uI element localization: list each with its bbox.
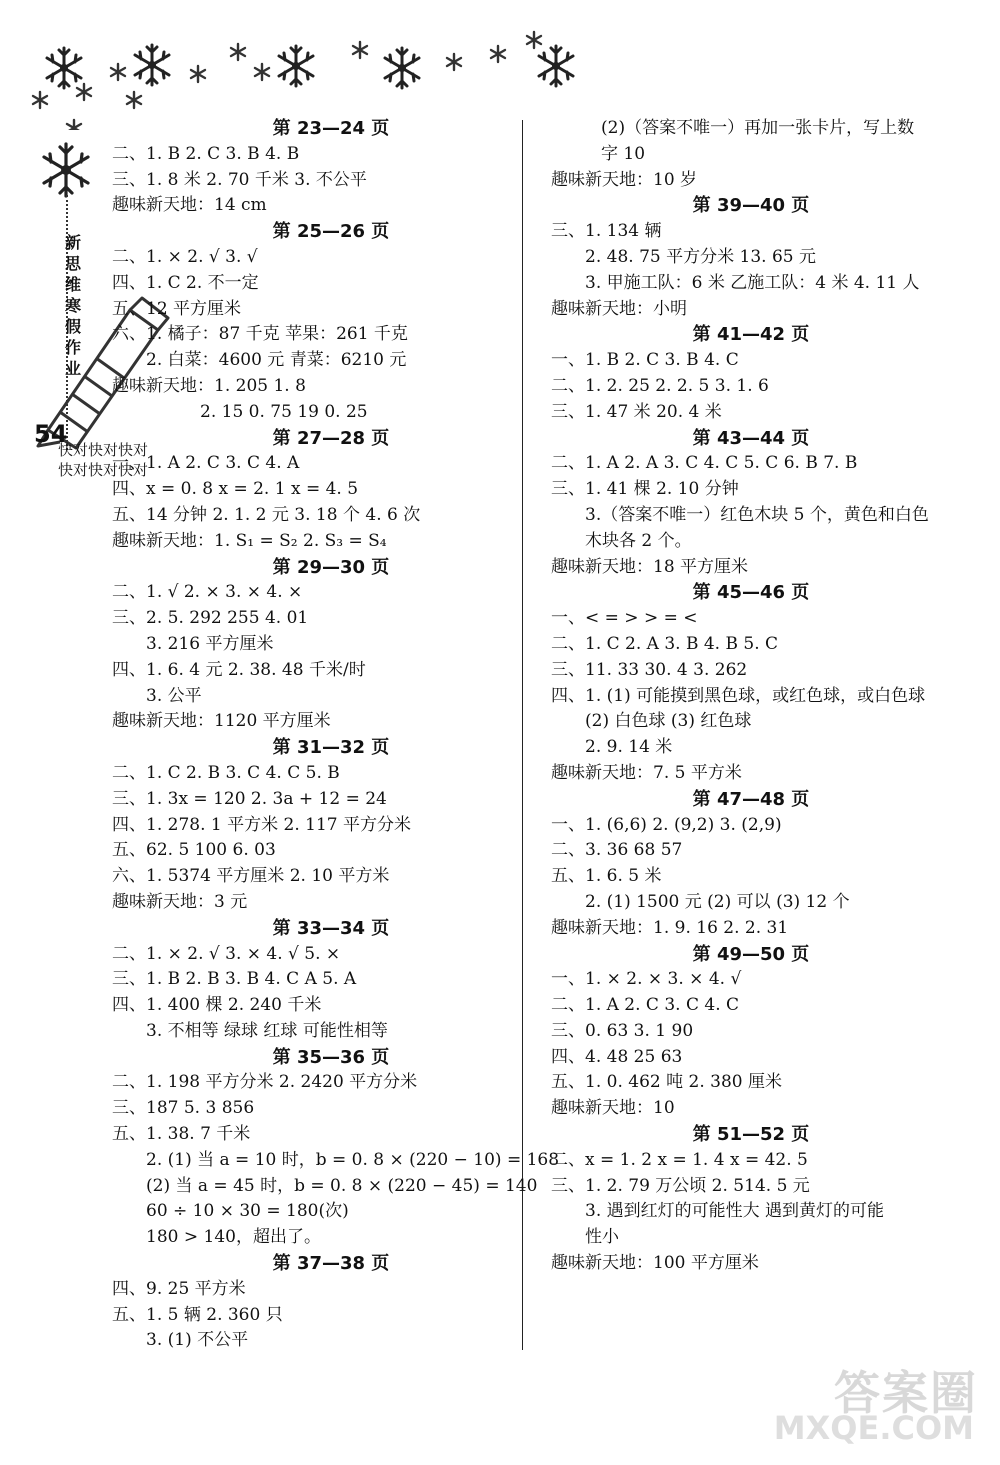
- answer-line: 三、1. 8 米 2. 70 千米 3. 不公平: [112, 169, 367, 190]
- answer-line: 趣味新天地：18 平方厘米: [551, 556, 749, 577]
- answer-line: 二、x = 1. 2 x = 1. 4 x = 42. 5: [551, 1149, 808, 1170]
- answer-line: (2) 白色球 (3) 红色球: [585, 711, 752, 732]
- answer-line: 2. 白菜：4600 元 青菜：6210 元: [146, 350, 407, 371]
- answer-line: 趣味新天地：3 元: [112, 891, 248, 912]
- answer-line: 五、1. 0. 462 吨 2. 380 厘米: [551, 1072, 782, 1093]
- series-title-char: 作: [64, 338, 81, 357]
- section-heading: 第 45—46 页: [692, 582, 810, 604]
- page-number: 54: [34, 420, 68, 448]
- answer-line: 二、1. 2. 25 2. 2. 5 3. 1. 6: [551, 375, 769, 396]
- answer-line: 2. 48. 75 平方分米 13. 65 元: [585, 246, 816, 267]
- answer-line: 四、1. 278. 1 平方米 2. 117 平方分米: [112, 814, 411, 835]
- answer-line: 180 > 140，超出了。: [146, 1227, 321, 1248]
- section-heading: 第 43—44 页: [692, 427, 810, 449]
- answer-line: 三、1. 47 米 20. 4 米: [551, 401, 722, 422]
- answer-line: 二、1. × 2. √ 3. × 4. √ 5. ×: [112, 943, 341, 964]
- section-heading: 第 39—40 页: [692, 195, 810, 217]
- answer-line: 2. 9. 14 米: [585, 737, 673, 758]
- snowflake-icon: [47, 48, 81, 88]
- snowflake-icon: [279, 46, 313, 86]
- answer-line: 三、2. 5. 292 255 4. 01: [112, 608, 309, 629]
- section-heading: 第 47—48 页: [692, 788, 810, 810]
- series-title-char: 新: [64, 233, 81, 252]
- answer-line: 一、< = > > = <: [551, 608, 698, 629]
- answer-line: 字 10: [601, 143, 646, 164]
- answer-line: 3. 不相等 绿球 红球 可能性相等: [146, 1020, 388, 1041]
- watermark-url: MXQE.COM: [773, 1409, 974, 1447]
- snowflake-border: [0, 0, 600, 130]
- answer-line: 三、1. 41 棵 2. 10 分钟: [551, 479, 739, 500]
- series-title-char: 假: [64, 317, 81, 336]
- answer-line: 二、1. B 2. C 3. B 4. B: [112, 143, 300, 164]
- answer-line: 五、14 分钟 2. 1. 2 元 3. 18 个 4. 6 次: [112, 504, 421, 525]
- answer-line: 四、9. 25 平方米: [112, 1278, 246, 1299]
- answer-line: 三、1. B 2. B 3. B 4. C A 5. A: [112, 969, 357, 990]
- section-heading: 第 41—42 页: [692, 324, 810, 346]
- answer-line: 四、1. C 2. 不一定: [112, 272, 259, 293]
- answer-line: 二、1. √ 2. × 3. × 4. ×: [112, 582, 303, 603]
- answer-line: 四、1. (1) 可能摸到黑色球，或红色球，或白色球: [551, 685, 926, 706]
- answer-line: 二、1. 198 平方分米 2. 2420 平方分米: [112, 1072, 418, 1093]
- answer-line: 木块各 2 个。: [585, 530, 692, 551]
- answer-line: 六、1. 5374 平方厘米 2. 10 平方米: [112, 866, 390, 887]
- section-heading: 第 51—52 页: [692, 1124, 810, 1146]
- right-column: [551, 116, 951, 1277]
- series-title-char: 业: [64, 359, 81, 378]
- answer-line: 趣味新天地：14 cm: [112, 195, 267, 216]
- answer-line: 四、1. 6. 4 元 2. 38. 48 千米/时: [112, 659, 366, 680]
- snowflake-icon: [36, 140, 96, 200]
- snowflake-icon: [539, 46, 573, 86]
- answer-line: 三、1. 134 辆: [551, 221, 662, 242]
- slogan-line: 快对快对快对: [58, 461, 149, 479]
- answer-line: 四、1. 400 棵 2. 240 千米: [112, 995, 322, 1016]
- series-title: [60, 232, 86, 379]
- answer-line: 二、1. × 2. √ 3. √: [112, 246, 258, 267]
- section-heading: 第 49—50 页: [692, 943, 810, 965]
- answer-line: 2. (1) 当 a = 10 时，b = 0. 8 × (220 − 10) = 168: [146, 1149, 560, 1170]
- answer-line: 趣味新天地：7. 5 平方米: [551, 762, 742, 783]
- answer-line: 二、1. C 2. A 3. B 4. B 5. C: [551, 633, 779, 654]
- watermark: [773, 1357, 978, 1447]
- answer-line: 3.（答案不唯一）红色木块 5 个，黄色和白色: [585, 504, 929, 525]
- answer-line: 三、1. 3x = 120 2. 3a + 12 = 24: [112, 788, 387, 809]
- slogan-line: 快对快对快对: [58, 441, 149, 459]
- answer-line: 三、0. 63 3. 1 90: [551, 1020, 694, 1041]
- answer-line: 六、1. 橘子：87 千克 苹果：261 千克: [112, 324, 408, 345]
- answer-line: 3. 216 平方厘米: [146, 633, 274, 654]
- answer-line: 五、62. 5 100 6. 03: [112, 840, 276, 861]
- series-title-char: 维: [64, 275, 81, 294]
- answer-line: 二、3. 36 68 57: [551, 840, 683, 861]
- answer-line: 3. 甲施工队：6 米 乙施工队：4 米 4. 11 人: [585, 272, 920, 293]
- answer-line: 趣味新天地：小明: [551, 298, 687, 319]
- snowflake-icon: [135, 45, 169, 85]
- section-heading: 第 27—28 页: [272, 427, 390, 449]
- answer-line: 趣味新天地：1. S₁ = S₂ 2. S₃ = S₄: [112, 530, 387, 551]
- section-heading: 第 37—38 页: [272, 1253, 390, 1275]
- answer-line: 五、1. 5 辆 2. 360 只: [112, 1304, 283, 1325]
- answer-line: 二、1. A 2. C 3. C 4. C: [551, 995, 740, 1016]
- answer-line: 趣味新天地：1. 9. 16 2. 2. 31: [551, 917, 789, 938]
- section-heading: 第 33—34 页: [272, 917, 390, 939]
- series-title-char: 思: [64, 254, 81, 273]
- answer-line: 60 ÷ 10 × 30 = 180(次): [146, 1201, 349, 1222]
- section-heading: 第 35—36 页: [272, 1046, 390, 1068]
- answer-line: 趣味新天地：10 岁: [551, 169, 698, 190]
- answer-line: 一、1. B 2. C 3. B 4. C: [551, 350, 739, 371]
- answer-line: 一、1. A 2. C 3. C 4. A: [112, 453, 300, 474]
- answer-line: (2)（答案不唯一）再加一张卡片，写上数: [601, 118, 915, 138]
- answer-line: 3. (1) 不公平: [146, 1330, 249, 1351]
- answer-line: 四、x = 0. 8 x = 2. 1 x = 4. 5: [112, 479, 359, 500]
- series-title-char: 寒: [64, 296, 81, 315]
- answer-line: 一、1. (6,6) 2. (9,2) 3. (2,9): [551, 814, 782, 835]
- answer-line: 3. 公平: [146, 685, 202, 706]
- section-heading: 第 29—30 页: [272, 556, 390, 578]
- answer-line: 趣味新天地：1120 平方厘米: [112, 711, 331, 732]
- answer-line: 趣味新天地：10: [551, 1098, 675, 1119]
- answer-line: 二、1. C 2. B 3. C 4. C 5. B: [112, 762, 340, 783]
- answer-line: 五、1. 6. 5 米: [551, 866, 662, 887]
- answer-line: 二、1. A 2. A 3. C 4. C 5. C 6. B 7. B: [551, 453, 858, 474]
- answer-line: (2) 当 a = 45 时，b = 0. 8 × (220 − 45) = 140: [146, 1175, 538, 1196]
- answer-line: 三、11. 33 30. 4 3. 262: [551, 659, 748, 680]
- answer-line: 五、1. 38. 7 千米: [112, 1124, 251, 1145]
- watermark-logo-text: 答案圈: [834, 1366, 978, 1420]
- left-column: [112, 116, 560, 1354]
- answer-line: 三、1. 2. 79 万公顷 2. 514. 5 元: [551, 1175, 810, 1196]
- answer-line: 趣味新天地：1. 205 1. 8: [112, 375, 306, 396]
- answer-line: 2. 15 0. 75 19 0. 25: [200, 401, 368, 422]
- answer-line: 三、187 5. 3 856: [112, 1098, 255, 1119]
- answer-line: 性小: [585, 1227, 619, 1248]
- answer-line: 3. 遇到红灯的可能性大 遇到黄灯的可能: [585, 1201, 885, 1222]
- section-heading: 第 23—24 页: [272, 118, 390, 139]
- answer-line: 五、12 平方厘米: [112, 298, 242, 319]
- answer-line: 趣味新天地：100 平方厘米: [551, 1253, 759, 1274]
- answer-line: 四、4. 48 25 63: [551, 1046, 683, 1067]
- answer-line: 2. (1) 1500 元 (2) 可以 (3) 12 个: [585, 891, 850, 912]
- section-heading: 第 25—26 页: [272, 221, 390, 243]
- snowflake-icon: [385, 48, 419, 88]
- section-heading: 第 31—32 页: [272, 737, 390, 759]
- answer-line: 一、1. × 2. × 3. × 4. √: [551, 969, 742, 990]
